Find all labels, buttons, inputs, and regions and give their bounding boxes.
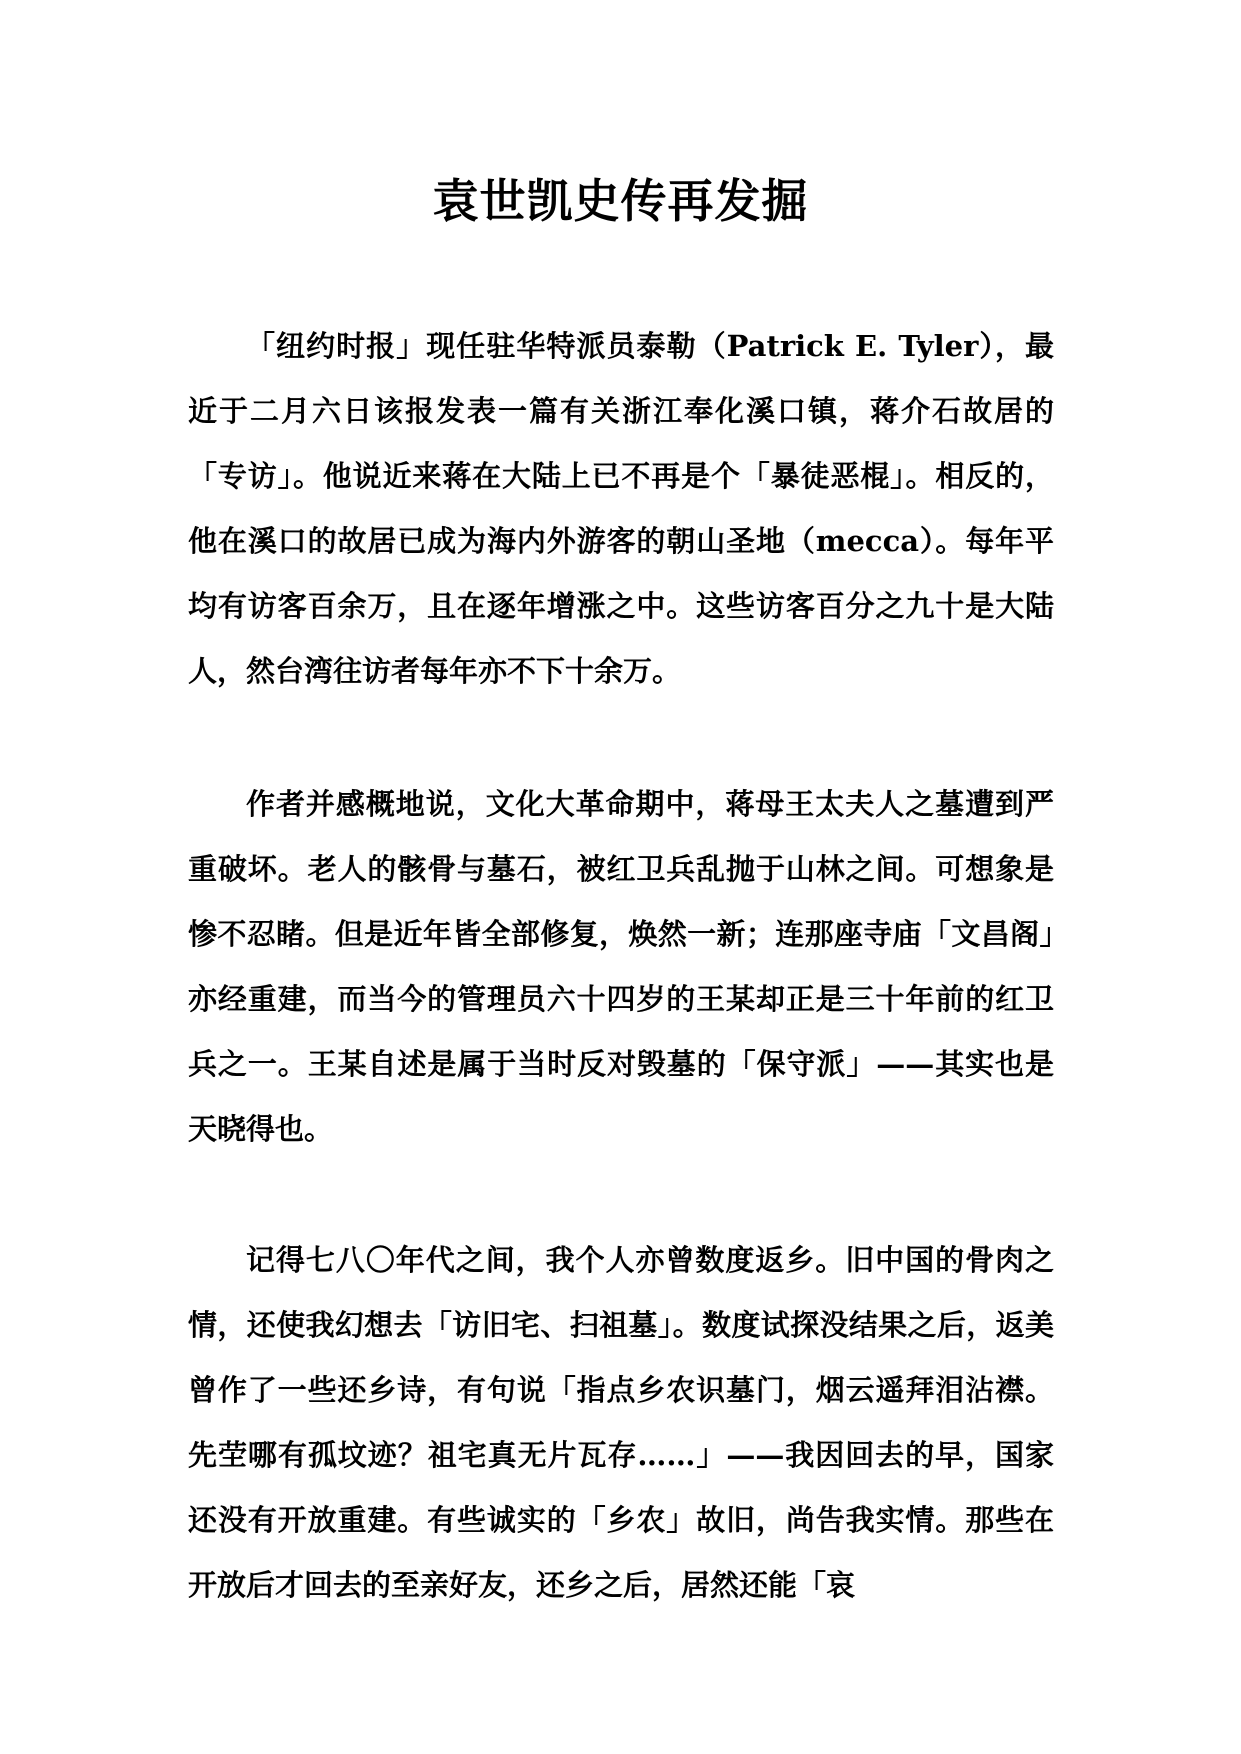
paragraph-2: 作者并感概地说，文化大革命期中，蒋母王太夫人之墓遭到严重破坏。老人的骸骨与墓石，被红卫兵乱抛于山林之间。可想象是惨不忍睹。但是近年皆全部修复，焕然一新；连那座寺庙「文昌阁」亦经重建，而当今的管理员六十四岁的王某却正是三十年前的红卫兵之一。王某自述是属于当时反对毁墓的「保守派」——其实也是天晓得也。 — [188, 787, 1054, 1146]
paragraph-3: 记得七八〇年代之间，我个人亦曾数度返乡。旧中国的骨肉之情，还使我幻想去「访旧宅、扫祖墓」。数度试探没结果之后，返美曾作了一些还乡诗，有句说「指点乡农识墓门，烟云遥拜泪沾襟。先茔哪有孤坟迹？祖宅真无片瓦存……」——我因回去的早，国家还没有开放重建。有些诚实的「乡农」故旧，尚告我实情。那些在开放后才回去的至亲好友，还乡之后，居然还能「哀 — [188, 1243, 1054, 1602]
document-title: 袁世凯史传再发掘 — [432, 174, 809, 228]
paragraph-1: 「纽约时报」现任驻华特派员泰勒（Patrick E. Tyler），最近于二月六日该报发表一篇有关浙江奉化溪口镇，蒋介石故居的「专访」。他说近来蒋在大陆上已不再是个「暴徒恶棍」。相反的，他在溪口的故居已成为海内外游客的朝山圣地（mecca）。每年平均有访客百余万，且在逐年增涨之中。这些访客百分之九十是大陆人，然台湾往访者每年亦不下十余万。 — [188, 329, 1054, 688]
